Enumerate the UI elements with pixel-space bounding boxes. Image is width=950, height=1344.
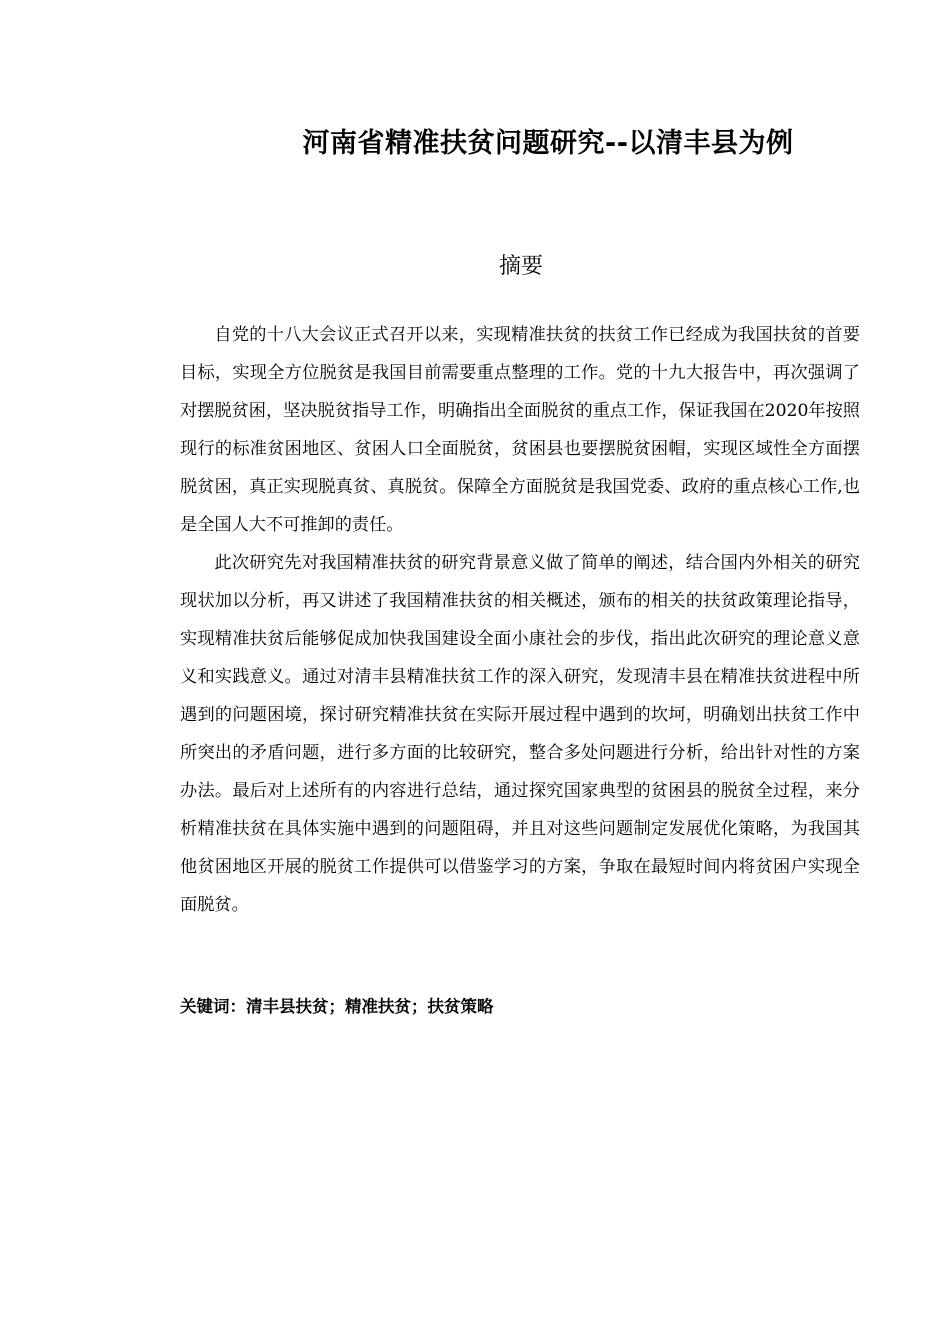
document-title: 河南省精准扶贫问题研究--以清丰县为例 <box>302 128 794 159</box>
abstract-heading: 摘要 <box>498 254 543 279</box>
abstract-paragraph-2: 此次研究先对我国精准扶贫的研究背景意义做了简单的阐述，结合国内外相关的研究现状加以分析，再又讲述了我国精准扶贫的相关概述，颁布的相关的扶贫政策理论指导，实现精准扶贫后能够促成加快我国建设全面小康社会的步伐，指出此次研究的理论意义意义和实践意义。通过对清丰县精准扶贫工作的深入研究，发现清丰县在精准扶贫进程中所遇到的问题困境，探讨研究精准扶贫在实际开展过程中遇到的坎坷，明确划出扶贫工作中所突出的矛盾问题，进行多方面的比较研究，整合多处问题进行分析，给出针对性的方案办法。最后对上述所有的内容进行总结，通过探究国家典型的贫困县的脱贫全过程，来分析精准扶贫在具体实施中遇到的问题阻碍，并且对这些问题制定发展优化策略，为我国其他贫困地区开展的脱贫工作提供可以借鉴学习的方案，争取在最短时间内将贫困户实现全面脱贫。 <box>180 553 860 915</box>
keywords-line: 关键词：清丰县扶贫；精准扶贫；扶贫策略 <box>180 997 494 1016</box>
abstract-paragraph-1: 自党的十八大会议正式召开以来，实现精准扶贫的扶贫工作已经成为我国扶贫的首要目标，实现全方位脱贫是我国目前需要重点整理的工作。党的十九大报告中，再次强调了对摆脱贫困，坚决脱贫指导工作，明确指出全面脱贫的重点工作，保证我国在2020年按照现行的标准贫困地区、贫困人口全面脱贫，贫困县也要摆脱贫困帽，实现区域性全方面摆脱贫困，真正实现脱真贫、真脱贫。保障全方面脱贫是我国党委、政府的重点核心工作,也是全国人大不可推卸的责任。 <box>180 325 860 535</box>
abstract-body <box>180 316 860 924</box>
